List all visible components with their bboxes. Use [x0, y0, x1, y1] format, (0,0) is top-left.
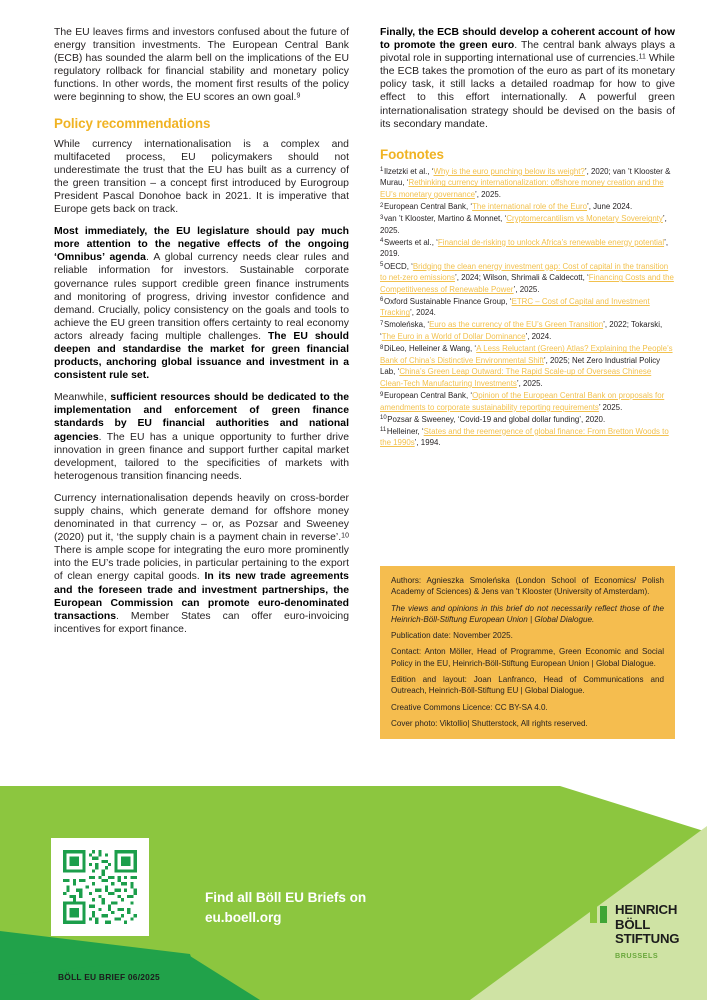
footnote-link[interactable]: A Less Reluctant (Green) Atlas? Explaining the People’s Bank of China’s Distinctive Environmental Shift: [380, 344, 673, 365]
footnote-item: $^2$European Central Bank, ‘The international role of the Euro’, June 2024.: [380, 202, 633, 212]
authors-line: Authors: Agnieszka Smoleńska (London School of Economics/ Polish Academy of Sciences) & Jens van 't Klooster (University of Amsterdam).: [391, 576, 664, 597]
logo-line-1: HEINRICH: [615, 902, 678, 917]
find-briefs-url[interactable]: eu.boell.org: [205, 910, 282, 925]
left-paragraph-3: Most immediately, the EU legislature should pay much more attention to the negative effects of the ongoing ‘Omnibus’ agenda. A global currency needs clear rules and reliable information for investors. Sustainable corporate governance rules support credible green finance instruments and monitoring of progress, driving investor confidence and demand. Crucially, policy consistency on the goals and tools to achieve the EU green transition offers certainty to real economy actors already facing multiple challenges. The EU should deepen and standardise the market for green financial products, anchoring global issuance and investment in a consistent rule set.: [54, 226, 349, 382]
find-briefs-callout: [205, 888, 455, 928]
footnote-link[interactable]: The international role of the Euro: [472, 202, 588, 212]
footnote-item: $^8$DiLeo, Helleiner & Wang, ‘A Less Reluctant (Green) Atlas? Explaining the People’s Bank of China’s Distinctive Environmental Shift’, 2025; Net Zero Industrial Policy Lab, ‘China’s Green Leap Outward: The Rapid Scale-up of Overseas Chinese Clean-Tech Manufacturing Investments’, 2025.: [380, 344, 673, 388]
right-paragraph-1: Finally, the ECB should develop a coherent account of how to promote the green euro. The central bank always plays a pivotal role in supporting international use of currencies.$^{11}$ While the ECB takes the promotion of the euro as part of its monetary policy task, it still lacks a detailed roadmap for how to give effect to this effort internationally. A powerful green internationalisation strategy should be devised on the basis of its secondary mandate.: [380, 27, 675, 130]
qr-code-image: [60, 847, 140, 927]
publication-date-line: Publication date: November 2025.: [391, 631, 513, 641]
footnote-link[interactable]: The Euro in a World of Dollar Dominance: [381, 332, 526, 342]
footnote-link[interactable]: Bridging the clean energy investment gap: Cost of capital in the transition to net-zero emissions: [380, 261, 669, 283]
footnote-link[interactable]: Financial de-risking to unlock Africa’s renewable energy potential: [437, 237, 665, 247]
footnote-number: 11: [380, 427, 387, 434]
footnote-number: 4: [380, 238, 384, 245]
cover-photo-line: Cover photo: Viktollio| Shutterstock, All rights reserved.: [391, 718, 588, 728]
footnote-link[interactable]: Cryptomercantilism vs Monetary Sovereignty: [506, 214, 663, 224]
left-paragraph-5: Currency internationalisation depends heavily on cross-border supply chains, which generate demand for offshore money denominated in that currency – or, as Pozsar and Sweeney (2020) put it, ‘the supply chain is a payment chain in reverse’.$^{10}$ There is ample scope for integrating the euro more prominently into the EU’s trade policies, in particular pertaining to the export of clean energy capital goods. In its new trade agreements and the foreseen trade and investment partnerships, the European Commission can promote euro-denominated transactions. Member States can offer euro-invoicing incentives for export finance.: [54, 492, 349, 635]
footnote-list: [380, 166, 675, 449]
footnote-item: $^1$Ilzetzki et al., ‘Why is the euro punching below its weight?’, 2020; van ’t Klooster & Murau, ‘Rethinking currency internationalization: offshore money creation and the EU’s monetary governance’, 2025.: [380, 166, 671, 199]
footnote-item: $^6$Oxford Sustainable Finance Group, ‘ETRC – Cost of Capital and Investment Tracking’, 2024.: [380, 296, 650, 318]
footnote-number: 6: [380, 297, 384, 304]
footnote-number: 7: [380, 320, 384, 327]
policy-recommendations-heading: Policy recommendations: [54, 115, 211, 131]
footnote-number: 1: [380, 167, 384, 174]
footnote-link[interactable]: Opinion of the European Central Bank on proposals for amendments to corporate sustainability reporting requirements: [380, 391, 665, 412]
footnote-number: 10: [380, 415, 387, 422]
find-briefs-line-1: Find all Böll EU Briefs on: [205, 890, 367, 905]
footnote-item: $^7$Smoleńska, ‘Euro as the currency of the EU’s Green Transition’, 2022; Tokarski, ‘The Euro in a World of Dollar Dominance’, 2024.: [380, 320, 663, 342]
logo-subtitle: BRUSSELS: [615, 950, 659, 960]
footnotes-heading: Footnotes: [380, 146, 444, 162]
footnote-link[interactable]: China’s Green Leap Outward: The Rapid Scale-up of Overseas Chinese Clean-Tech Manufacturing Investments: [380, 367, 652, 388]
logo-line-2: BÖLL: [615, 916, 651, 932]
left-paragraph-4: Meanwhile, sufficient resources should be dedicated to the implementation and enforcement of green finance standards by EU financial authorities and national agencies. The EU has a unique opportunity to further drive innovation in green finance and support further capital market development, tailored to the specificities of markets with heterogenous transition financing needs.: [54, 392, 349, 482]
logo-mark-icon: [590, 906, 607, 923]
footnote-link[interactable]: States and the reemergence of global finance: From Bretton Woods to the 1990s: [380, 426, 669, 448]
footnote-item: $^{11}$Helleiner, ‘States and the reemergence of global finance: From Bretton Woods to the 1990s’, 1994.: [380, 426, 669, 448]
footnote-item: $^3$van ’t Klooster, Martino & Monnet, ‘Cryptomercantilism vs Monetary Sovereignty’, 2025.: [380, 214, 667, 235]
left-paragraph-1: The EU leaves firms and investors confused about the future of energy transition investments. The European Central Bank (ECB) has sounded the alarm bell on the implications of the EU regulatory rollback for financial stability and monetary policy functions. In other words, the moment first results of the policy were beginning to show, the EU scores an own goal.$^9$: [54, 27, 349, 104]
logo-line-3: STIFTUNG: [615, 931, 680, 947]
footnote-number: 8: [380, 344, 384, 351]
right-column: [380, 26, 675, 450]
footnote-number: 2: [380, 202, 384, 209]
heinrich-boll-stiftung-logo: [590, 903, 679, 963]
footnote-item: $^5$OECD, ‘Bridging the clean energy investment gap: Cost of capital in the transition to net-zero emissions’, 2024; Wilson, Shrimali & Caldecott, ‘Financing Costs and the Competitiveness of Renewable Power’, 2025.: [380, 261, 674, 294]
footnote-link[interactable]: Financing Costs and the Competitiveness of Renewable Power: [380, 273, 674, 294]
left-paragraph-2: While currency internationalisation is a complex and multifaceted process, EU policymakers should not underestimate the trust that the EU has built as a currency of the green transition – a concept first introduced by Eurogroup President Pascal Donohoe back in 2021. It is imperative that Europe gets back on track.: [54, 138, 349, 216]
contact-line: Contact: Anton Möller, Head of Programme, Green Economic and Social Policy in the EU, Heinrich-Böll-Stiftung European Union | Global Dialogue.: [391, 647, 664, 668]
author-info-box: [380, 566, 675, 739]
footnote-link[interactable]: Why is the euro punching below its weight?: [433, 166, 585, 176]
footnote-link[interactable]: Rethinking currency internationalization: offshore money creation and the EU’s monetary governance: [380, 178, 664, 199]
edition-line: Edition and layout: Joan Lanfranco, Head of Communications and Outreach, Heinrich-Böll-Stiftung EU | Global Dialogue.: [391, 675, 664, 696]
brief-number-label: BÖLL EU BRIEF 06/2025: [58, 972, 160, 982]
qr-code[interactable]: [51, 838, 149, 936]
footnote-item: $^9$European Central Bank, ‘Opinion of the European Central Bank on proposals for amendments to corporate sustainability reporting requirements’ 2025.: [380, 391, 665, 412]
disclaimer-line: The views and opinions in this brief do not necessarily reflect those of the Heinrich-Böll-Stiftung European Union | Global Dialogue.: [391, 603, 664, 624]
logo-wordmark: [615, 903, 679, 963]
footnote-link[interactable]: ETRC – Cost of Capital and Investment Tracking: [380, 296, 650, 318]
footnote-item: $^4$Sweerts et al., ‘Financial de-risking to unlock Africa’s renewable energy potential’, 2019.: [380, 237, 669, 259]
footnote-number: 5: [380, 261, 384, 268]
footnote-number: 3: [380, 214, 384, 221]
footnote-link[interactable]: Euro as the currency of the EU’s Green Transition: [429, 320, 604, 330]
licence-line: Creative Commons Licence: CC BY-SA 4.0.: [391, 702, 548, 712]
left-column: [54, 26, 349, 645]
footnote-item: $^{10}$Pozsar & Sweeney, ‘Covid-19 and global dollar funding’, 2020.: [380, 414, 606, 424]
footnote-number: 9: [380, 391, 384, 398]
